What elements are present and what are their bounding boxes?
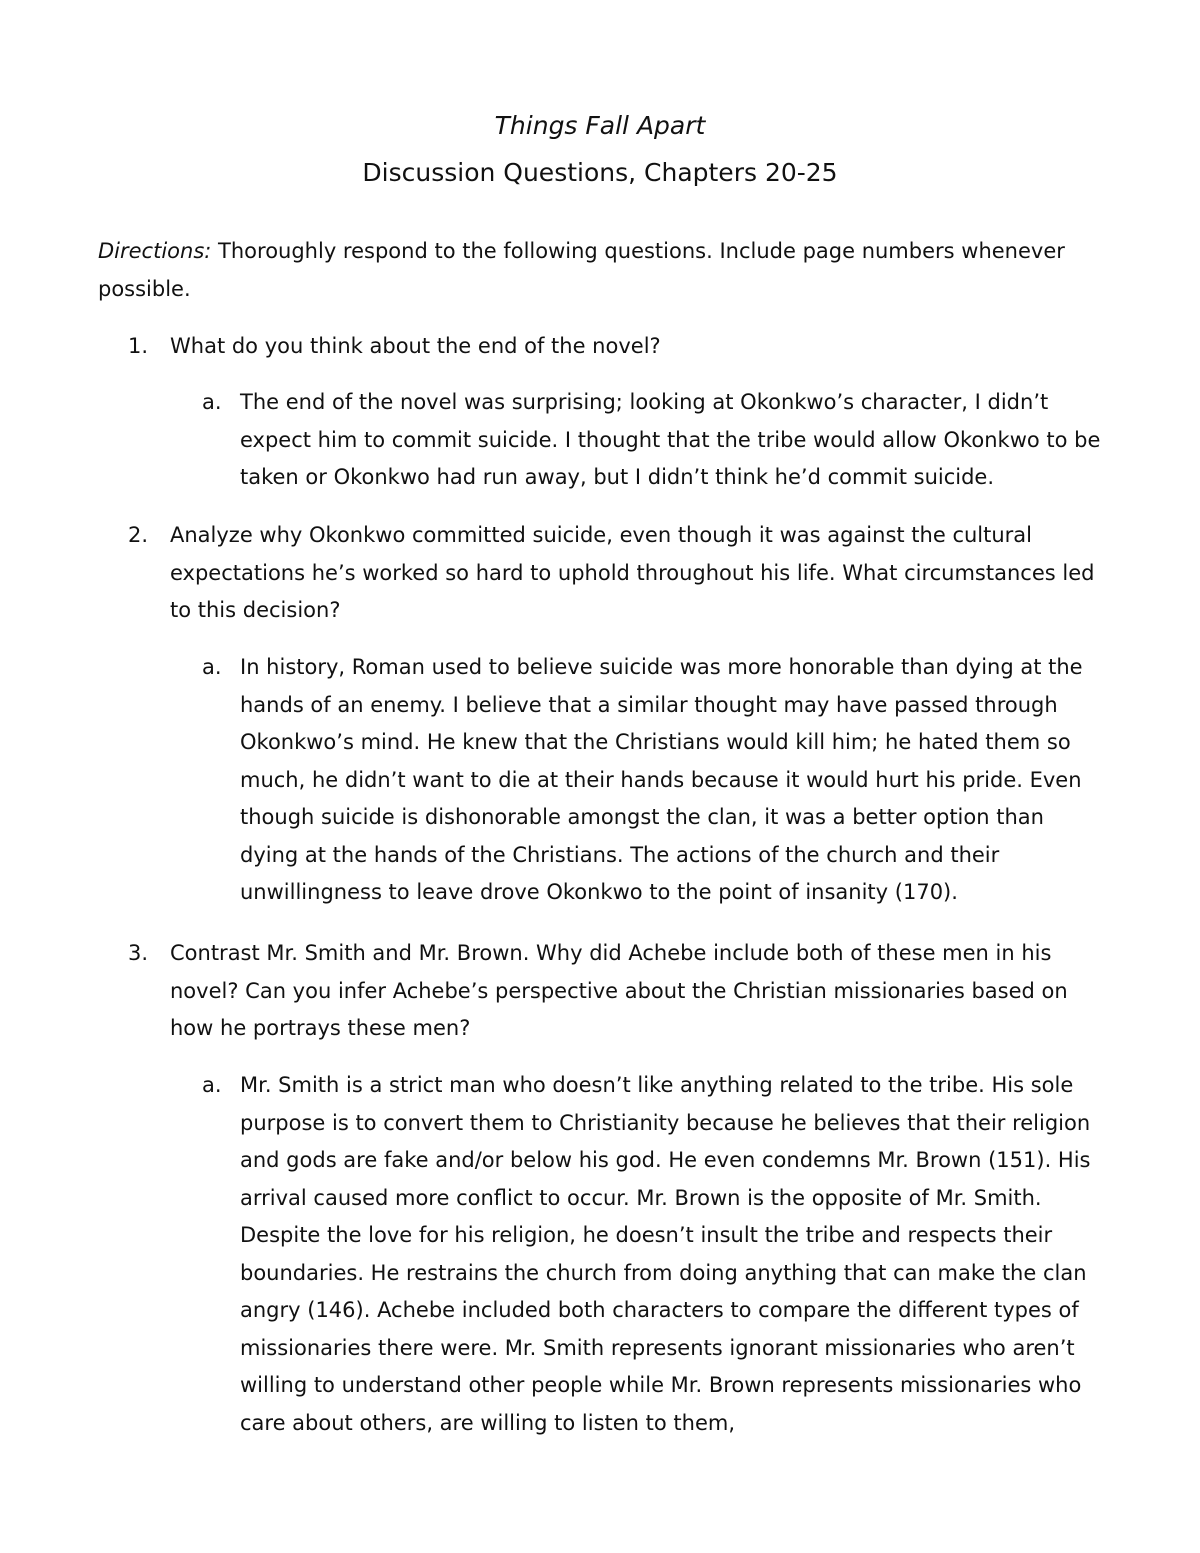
question-text: What do you think about the end of the novel? [170,334,661,358]
answer-marker: a. [202,655,222,679]
document-subtitle: Discussion Questions, Chapters 20-25 [362,158,838,187]
answer-1 [202,384,1105,497]
question-number: 3. [128,941,149,965]
question-2 [128,517,1110,630]
answer-marker: a. [202,1073,222,1097]
document-title: Things Fall Apart [494,111,706,140]
question-number: 2. [128,523,149,547]
answer-text: In history, Roman used to believe suicide was more honorable than dying at the hands of an enemy. I believe that a similar thought may have passed through Okonkwo’s mind. He knew that the Christians would kill him; he hated them so much, he didn’t want to die at their hands because it would hurt his pride. Even though suicide is dishonorable amongst the clan, it was a better option than dying at the hands of the Christians. The actions of the church and their unwillingness to leave drove Okonkwo to the point of insanity (170). [240,655,1083,904]
directions-label: Directions: [98,239,212,263]
question-3 [128,935,1110,1048]
question-text: Analyze why Okonkwo committed suicide, even though it was against the cultural expectations he’s worked so hard to uphold throughout his life. What circumstances led to this decision? [170,523,1095,622]
question-text: Contrast Mr. Smith and Mr. Brown. Why did Achebe include both of these men in his novel? Can you infer Achebe’s perspective about the Christian missionaries based on how he portrays these men? [170,941,1068,1040]
question-1 [128,328,1110,366]
answer-text: The end of the novel was surprising; looking at Okonkwo’s character, I didn’t expect him to commit suicide. I thought that the tribe would allow Okonkwo to be taken or Okonkwo had run away, but I didn’t think he’d commit suicide. [240,390,1101,489]
answer-3 [202,1067,1105,1442]
directions-paragraph [98,233,1108,308]
answer-marker: a. [202,390,222,414]
answer-text: Mr. Smith is a strict man who doesn’t like anything related to the tribe. His sole purpose is to convert them to Christianity because he believes that their religion and gods are fake and/or below his god. He even condemns Mr. Brown (151). His arrival caused more conflict to occur. Mr. Brown is the opposite of Mr. Smith. Despite the love for his religion, he doesn’t insult the tribe and respects their boundaries. He restrains the church from doing anything that can make the clan angry (146). Achebe included both characters to compare the different types of missionaries there were. Mr. Smith represents ignorant missionaries who aren’t willing to understand other people while Mr. Brown represents missionaries who care about others, are willing to listen to them, [240,1073,1091,1435]
directions-text: Thoroughly respond to the following questions. Include page numbers whenever possible. [98,239,1065,301]
question-number: 1. [128,334,149,358]
answer-2 [202,649,1105,912]
